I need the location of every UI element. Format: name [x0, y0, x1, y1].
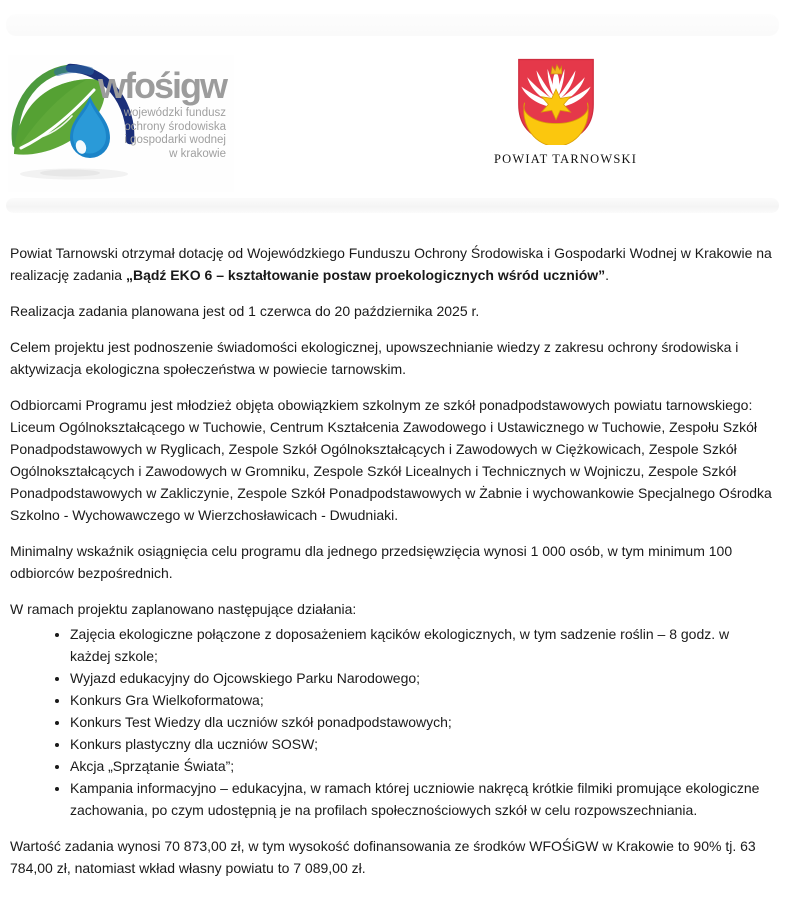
list-item: • Konkurs Test Wiedzy dla uczniów szkół ponadpodstawowych; — [70, 711, 773, 733]
activities-heading: W ramach projektu zaplanowano następujące działania: — [10, 601, 357, 617]
wfosigw-subtitle-line: wojewódzki fundusz — [123, 107, 226, 119]
wfosigw-acronym: wfośigw — [98, 65, 226, 106]
wfosigw-subtitle-line: ochrony środowiska — [124, 120, 226, 133]
powiat-tarnowski-coat-of-arms-icon — [512, 57, 600, 145]
wfosigw-logo — [8, 55, 234, 192]
list-item: • Akcja „Sprzątanie Świata”; — [70, 755, 773, 777]
paragraph-audience: Odbiorcami Programu jest młodzież objęta obowiązkiem szkolnym ze szkół ponadpodstawowych powiatu tarnowskiego: Liceum Ogólnokształcącego w Tuchowie, Centrum Kształcenia Zawodowego i Ustawicznego w Tuchowie, Zespołu Szkół Ponadpodstawowych w Ryglicach, Zespole Szkół Ogólnokształcących i Zawodowych w Ciężkowicach, Zespole Szkół Ogólnokształcących i Zawodowych w Gromniku, Zespole Szkół Licealnych i Technicznych w Wojniczu, Zespole Szkół Ponadpodstawowych w Zakliczynie, Zespole Szkół Ponadpodstawowych w Żabnie i wychowankowie Specjalnego Ośrodka Szkolno - Wychowawczego w Wierzchosławicach - Dwudniaki. — [10, 397, 772, 523]
wfosigw-subtitle-line: w krakowie — [169, 147, 226, 160]
paragraph-indicator: Minimalny wskaźnik osiągnięcia celu programu dla jednego przedsięwzięcia wynosi 1 000 osób, w tym minimum 100 odbiorców bezpośrednich. — [10, 543, 733, 581]
list-item: • Konkurs Gra Wielkoformatowa; — [70, 689, 773, 711]
paragraph-funding: Wartość zadania wynosi 70 873,00 zł, w tym wysokość dofinansowania ze środków WFOŚiGW w Krakowie to 90% tj. 63 784,00 zł, natomiast wkład własny powiatu to 7 089,00 zł. — [10, 838, 756, 876]
intro-lead-text: Powiat Tarnowski otrzymał dotację od Wojewódzkiego Funduszu Ochrony Środowiska i Gospodarki Wodnej w Krakowie na realizację zadania — [10, 245, 772, 283]
list-item: • Wyjazd edukacyjny do Ojcowskiego Parku Narodowego; — [70, 667, 773, 689]
paragraph-schedule: Realizacja zadania planowana jest od 1 czerwca do 20 października 2025 r. — [10, 303, 480, 319]
wfosigw-subtitle-line: i gospodarki wodnej — [124, 134, 226, 146]
activities-list — [10, 623, 773, 821]
powiat-tarnowski-logo — [494, 57, 638, 167]
list-item: • Kampania informacyjno – edukacyjna, w ramach której uczniowie nakręcą krótkie filmiki promujące ekologiczne zachowania, po czym udostępnią je na profilach społecznościowych szkół w celu rozpowszechniania. — [70, 777, 773, 821]
paragraph-intro — [10, 242, 773, 286]
faint-divider-mid — [6, 198, 779, 213]
list-item: • Konkurs plastyczny dla uczniów SOSW; — [70, 733, 773, 755]
wfosigw-wordmark — [98, 65, 226, 161]
wfosigw-subtitle — [98, 107, 226, 161]
article-body — [10, 242, 773, 879]
powiat-tarnowski-caption: POWIAT TARNOWSKI — [494, 152, 638, 166]
list-item: • Zajęcia ekologiczne połączone z doposażeniem kącików ekologicznych, w tym sadzenie roślin – 8 godz. w każdej szkole; — [70, 623, 773, 667]
paragraph-goal: Celem projektu jest podnoszenie świadomości ekologicznej, upowszechnianie wiedzy z zakresu ochrony środowiska i aktywizacja ekologiczna społeczeństwa w powiecie tarnowskim. — [10, 339, 739, 377]
intro-tail-text: . — [605, 267, 610, 283]
project-title: „Bądź EKO 6 – kształtowanie postaw proekologicznych wśród uczniów” — [125, 267, 606, 283]
